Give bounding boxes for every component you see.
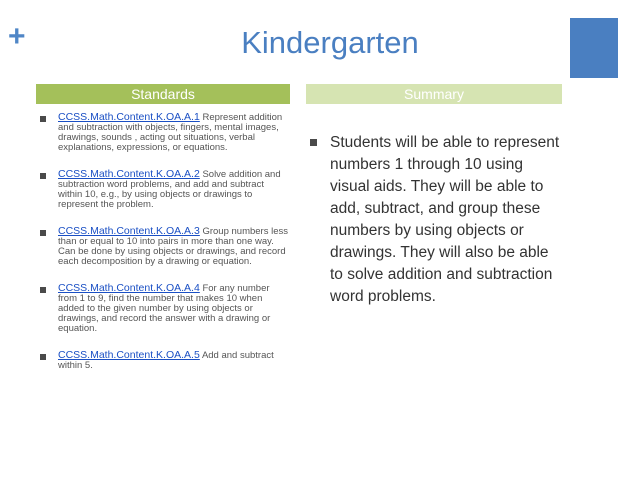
standard-description-3: Group numbers less than or equal to 10 into pairs in more than one way. Can be done by using objects or drawings, and record each decomposition by a drawing or equation. <box>58 226 288 267</box>
summary-header: Summary <box>306 84 562 104</box>
standard-text-4 <box>58 283 290 334</box>
accent-block <box>570 18 618 78</box>
standards-header: Standards <box>36 84 290 104</box>
standard-link-5[interactable]: CCSS.Math.Content.K.OA.A.5 <box>58 349 200 361</box>
summary-text: Students will be able to represent numbers 1 through 10 using visual aids. They will be able to add, subtract, and group these numbers by using objects or drawings. They will also be able to solve addition and subtraction word problems. <box>330 134 560 305</box>
standard-description-2: Solve addition and subtraction word problems, and add and subtract within 10, e.g., by using objects or drawings to represent the problem. <box>58 169 281 210</box>
square-bullet-icon <box>40 173 46 179</box>
standard-description-1: Represent addition and subtraction with objects, fingers, mental images, drawings, sounds , acting out situations, verbal explanations, expressions, or equations. <box>58 112 283 153</box>
standard-link-2[interactable]: CCSS.Math.Content.K.OA.A.2 <box>58 168 200 180</box>
standard-text-5 <box>58 350 290 371</box>
standard-description-4: For any number from 1 to 9, find the number that makes 10 when added to the given number by using objects or drawings, and record the answer with a drawing or equation. <box>58 283 271 334</box>
standard-item-4 <box>38 283 290 334</box>
slide-title: Kindergarten <box>241 25 419 60</box>
standard-text-1 <box>58 112 290 153</box>
square-bullet-icon <box>40 354 46 360</box>
standard-text-3 <box>58 226 290 267</box>
square-bullet-icon <box>310 139 317 146</box>
standard-item-5 <box>38 350 290 371</box>
square-bullet-icon <box>40 116 46 122</box>
standard-description-5: Add and subtract within 5. <box>58 350 274 371</box>
standard-link-4[interactable]: CCSS.Math.Content.K.OA.A.4 <box>58 282 200 294</box>
standard-text-2 <box>58 169 290 210</box>
summary-block <box>310 132 560 308</box>
standards-list <box>38 112 290 387</box>
standard-item-2 <box>38 169 290 210</box>
standard-link-1[interactable]: CCSS.Math.Content.K.OA.A.1 <box>58 111 200 123</box>
plus-icon: + <box>8 20 26 53</box>
standard-link-3[interactable]: CCSS.Math.Content.K.OA.A.3 <box>58 225 200 237</box>
standard-item-1 <box>38 112 290 153</box>
square-bullet-icon <box>40 230 46 236</box>
standard-item-3 <box>38 226 290 267</box>
square-bullet-icon <box>40 287 46 293</box>
